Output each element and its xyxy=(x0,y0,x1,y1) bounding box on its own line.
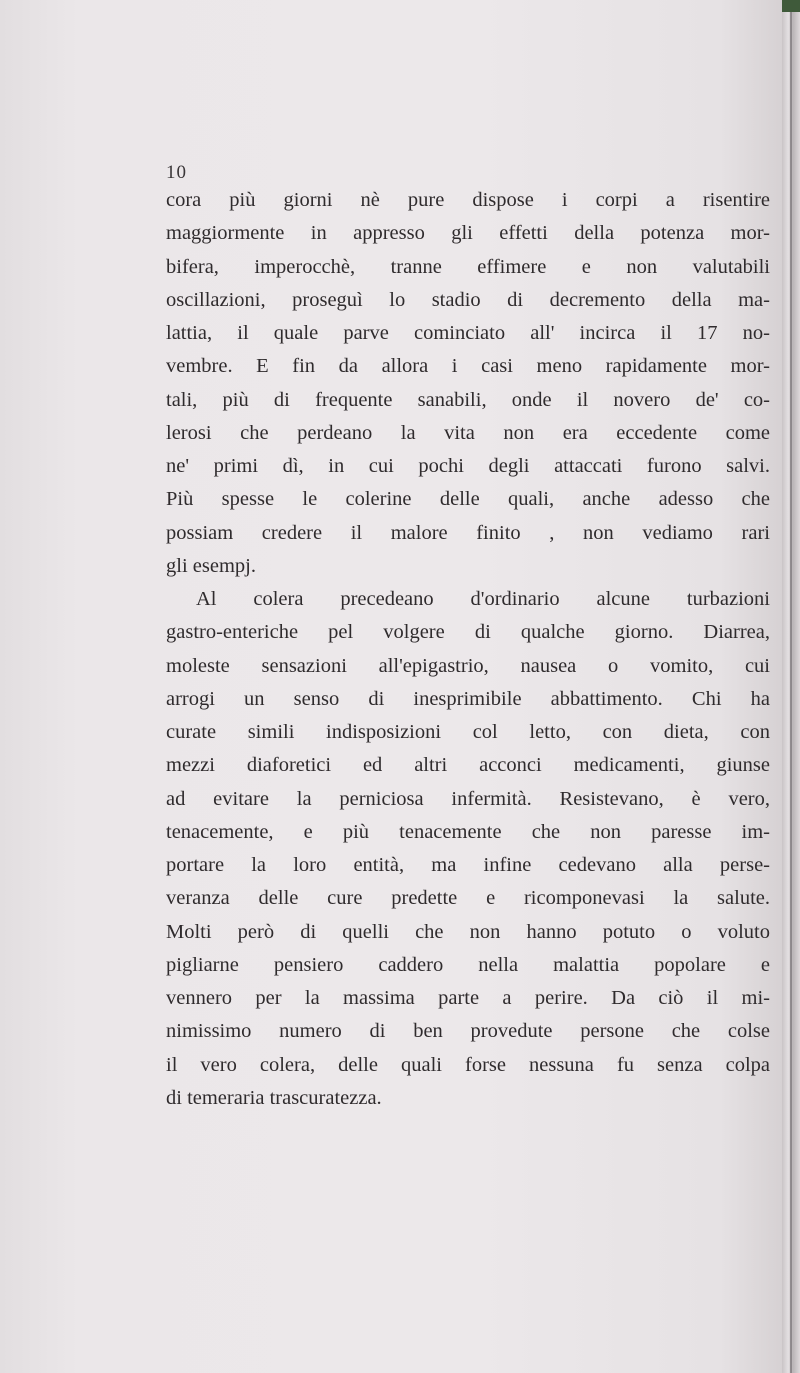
text-line: Al colera precedeano d'ordinario alcune turbazioni xyxy=(196,588,770,610)
corner-mark xyxy=(782,0,800,12)
text-line: lattia, il quale parve cominciato all' incirca il 17 no- xyxy=(166,322,770,344)
text-line: ad evitare la perniciosa infermità. Resistevano, è vero, xyxy=(166,787,770,810)
text-line: cora più giorni nè pure dispose i corpi a risentire xyxy=(166,189,770,211)
text-line: moleste sensazioni all'epigastrio, nausea o vomito, cui xyxy=(166,654,770,677)
text-line: veranza delle cure predette e ricomponevasi la salute. xyxy=(166,887,770,910)
body-text xyxy=(166,184,770,1115)
text-line: maggiormente in appresso gli effetti della potenza mor- xyxy=(166,222,770,245)
text-line: arrogi un senso di inesprimibile abbattimento. Chi ha xyxy=(166,687,770,710)
binding-shadow xyxy=(790,0,792,1373)
text-line: portare la loro entità, ma infine cedevano alla perse- xyxy=(166,854,770,876)
text-line: bifera, imperocchè, tranne effimere e non valutabili xyxy=(166,255,770,278)
text-line: il vero colera, delle quali forse nessuna fu senza colpa xyxy=(166,1053,770,1076)
text-line: Più spesse le colerine delle quali, anche adesso che xyxy=(166,488,770,511)
text-line: oscillazioni, proseguì lo stadio di decremento della ma- xyxy=(166,288,770,311)
text-line: curate simili indisposizioni col letto, con dieta, con xyxy=(166,721,770,743)
text-line: Molti però di quelli che non hanno potuto o voluto xyxy=(166,920,770,943)
text-line: lerosi che perdeano la vita non era eccedente come xyxy=(166,421,770,444)
text-line: tenacemente, e più tenacemente che non paresse im- xyxy=(166,820,770,843)
text-line: di temeraria trascuratezza. xyxy=(166,1086,382,1109)
text-line: gastro-enteriche pel volgere di qualche giorno. Diarrea, xyxy=(166,621,770,644)
text-line: tali, più di frequente sanabili, onde il novero de' co- xyxy=(166,388,770,411)
text-line: nimissimo numero di ben provedute persone che colse xyxy=(166,1020,770,1043)
text-line: gli esempj. xyxy=(166,554,256,577)
text-line: possiam credere il malore finito , non vediamo rari xyxy=(166,521,770,544)
text-line: ne' primi dì, in cui pochi degli attaccati furono salvi. xyxy=(166,455,770,477)
text-line: vennero per la massima parte a perire. Da ciò il mi- xyxy=(166,987,770,1009)
page-number: 10 xyxy=(166,162,187,183)
text-line: pigliarne pensiero caddero nella malattia popolare e xyxy=(166,953,770,976)
text-line: mezzi diaforetici ed altri acconci medicamenti, giunse xyxy=(166,754,770,777)
text-line: vembre. E fin da allora i casi meno rapidamente mor- xyxy=(166,355,770,378)
